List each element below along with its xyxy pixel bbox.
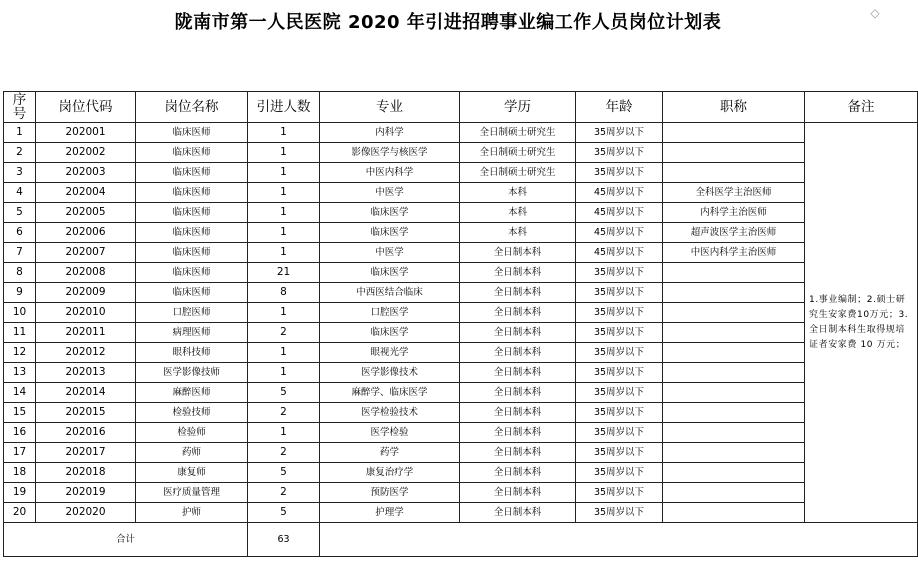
cell-name: 临床医师 <box>136 143 248 163</box>
cell-code: 202019 <box>36 483 136 503</box>
cell-count: 2 <box>248 483 320 503</box>
cell-major: 内科学 <box>320 123 460 143</box>
cell-title <box>663 403 805 423</box>
corner-mark-icon: ◇ <box>870 6 880 20</box>
cell-code: 202007 <box>36 243 136 263</box>
header-count: 引进人数 <box>248 92 320 123</box>
cell-title <box>663 263 805 283</box>
cell-edu: 全日制硕士研究生 <box>460 123 576 143</box>
cell-count: 1 <box>248 343 320 363</box>
cell-title: 超声波医学主治医师 <box>663 223 805 243</box>
cell-seq: 18 <box>4 463 36 483</box>
cell-title <box>663 283 805 303</box>
cell-title <box>663 443 805 463</box>
cell-code: 202005 <box>36 203 136 223</box>
cell-age: 45周岁以下 <box>576 183 663 203</box>
cell-count: 1 <box>248 303 320 323</box>
cell-count: 5 <box>248 383 320 403</box>
cell-title <box>663 123 805 143</box>
cell-count: 1 <box>248 123 320 143</box>
cell-title: 内科学主治医师 <box>663 203 805 223</box>
cell-age: 45周岁以下 <box>576 243 663 263</box>
cell-name: 临床医师 <box>136 123 248 143</box>
cell-name: 医学影像技师 <box>136 363 248 383</box>
cell-major: 医学检验 <box>320 423 460 443</box>
cell-age: 35周岁以下 <box>576 443 663 463</box>
cell-count: 2 <box>248 443 320 463</box>
cell-age: 45周岁以下 <box>576 203 663 223</box>
cell-count: 2 <box>248 403 320 423</box>
header-seq: 序号 <box>4 92 36 123</box>
cell-major: 临床医学 <box>320 323 460 343</box>
table-row <box>4 283 918 303</box>
cell-seq: 9 <box>4 283 36 303</box>
header-title: 职称 <box>663 92 805 123</box>
cell-age: 45周岁以下 <box>576 223 663 243</box>
cell-code: 202002 <box>36 143 136 163</box>
cell-major: 中医学 <box>320 183 460 203</box>
cell-edu: 全日制硕士研究生 <box>460 143 576 163</box>
cell-seq: 8 <box>4 263 36 283</box>
cell-code: 202006 <box>36 223 136 243</box>
cell-edu: 全日制本科 <box>460 443 576 463</box>
cell-code: 202015 <box>36 403 136 423</box>
cell-name: 临床医师 <box>136 283 248 303</box>
table-row <box>4 123 918 143</box>
cell-seq: 10 <box>4 303 36 323</box>
header-age: 年龄 <box>576 92 663 123</box>
cell-name: 临床医师 <box>136 183 248 203</box>
cell-title <box>663 163 805 183</box>
cell-edu: 本科 <box>460 223 576 243</box>
header-major: 专业 <box>320 92 460 123</box>
cell-major: 中医内科学 <box>320 163 460 183</box>
cell-title <box>663 423 805 443</box>
cell-edu: 全日制本科 <box>460 323 576 343</box>
table-row <box>4 323 918 343</box>
cell-code: 202009 <box>36 283 136 303</box>
cell-age: 35周岁以下 <box>576 323 663 343</box>
cell-name: 药师 <box>136 443 248 463</box>
cell-note: 1.事业编制；2.硕士研究生安家费10万元；3.全日制本科生取得规培证者安家费 10 万元； <box>805 123 918 523</box>
cell-major: 麻醉学、临床医学 <box>320 383 460 403</box>
cell-seq: 14 <box>4 383 36 403</box>
cell-count: 1 <box>248 243 320 263</box>
cell-edu: 本科 <box>460 203 576 223</box>
cell-count: 1 <box>248 223 320 243</box>
cell-seq: 1 <box>4 123 36 143</box>
cell-count: 21 <box>248 263 320 283</box>
cell-code: 202020 <box>36 503 136 523</box>
cell-edu: 全日制本科 <box>460 423 576 443</box>
table-row <box>4 403 918 423</box>
cell-major: 中医学 <box>320 243 460 263</box>
cell-major: 预防医学 <box>320 483 460 503</box>
cell-name: 病理医师 <box>136 323 248 343</box>
cell-seq: 17 <box>4 443 36 463</box>
table-row <box>4 183 918 203</box>
cell-count: 5 <box>248 503 320 523</box>
cell-title <box>663 383 805 403</box>
cell-count: 8 <box>248 283 320 303</box>
cell-edu: 全日制本科 <box>460 403 576 423</box>
cell-major: 临床医学 <box>320 223 460 243</box>
total-blank <box>320 523 918 557</box>
table-row <box>4 163 918 183</box>
cell-edu: 全日制本科 <box>460 503 576 523</box>
header-edu: 学历 <box>460 92 576 123</box>
cell-title <box>663 143 805 163</box>
cell-edu: 全日制本科 <box>460 463 576 483</box>
cell-code: 202013 <box>36 363 136 383</box>
cell-seq: 7 <box>4 243 36 263</box>
cell-title <box>663 343 805 363</box>
cell-count: 1 <box>248 163 320 183</box>
cell-major: 临床医学 <box>320 203 460 223</box>
cell-name: 临床医师 <box>136 243 248 263</box>
cell-name: 口腔医师 <box>136 303 248 323</box>
cell-age: 35周岁以下 <box>576 343 663 363</box>
job-plan-table <box>3 91 918 557</box>
cell-title: 全科医学主治医师 <box>663 183 805 203</box>
table-row <box>4 443 918 463</box>
cell-code: 202008 <box>36 263 136 283</box>
cell-edu: 全日制本科 <box>460 483 576 503</box>
cell-count: 1 <box>248 363 320 383</box>
total-row <box>4 523 918 557</box>
table-row <box>4 143 918 163</box>
table-header-row <box>4 92 918 123</box>
cell-seq: 11 <box>4 323 36 343</box>
cell-name: 护师 <box>136 503 248 523</box>
cell-name: 临床医师 <box>136 163 248 183</box>
cell-age: 35周岁以下 <box>576 403 663 423</box>
cell-edu: 全日制本科 <box>460 243 576 263</box>
table-row <box>4 363 918 383</box>
table-row <box>4 503 918 523</box>
cell-name: 眼科技师 <box>136 343 248 363</box>
table-row <box>4 463 918 483</box>
cell-major: 医学影像技术 <box>320 363 460 383</box>
table-row <box>4 263 918 283</box>
cell-count: 1 <box>248 423 320 443</box>
cell-edu: 全日制本科 <box>460 363 576 383</box>
cell-count: 2 <box>248 323 320 343</box>
cell-age: 35周岁以下 <box>576 283 663 303</box>
cell-age: 35周岁以下 <box>576 263 663 283</box>
cell-name: 临床医师 <box>136 203 248 223</box>
table-row <box>4 203 918 223</box>
cell-seq: 12 <box>4 343 36 363</box>
cell-seq: 5 <box>4 203 36 223</box>
cell-name: 检验师 <box>136 423 248 443</box>
table-row <box>4 383 918 403</box>
cell-title <box>663 323 805 343</box>
cell-seq: 15 <box>4 403 36 423</box>
cell-age: 35周岁以下 <box>576 303 663 323</box>
total-label: 合计 <box>4 523 248 557</box>
cell-count: 1 <box>248 183 320 203</box>
cell-age: 35周岁以下 <box>576 163 663 183</box>
cell-seq: 3 <box>4 163 36 183</box>
cell-major: 眼视光学 <box>320 343 460 363</box>
cell-seq: 19 <box>4 483 36 503</box>
cell-name: 临床医师 <box>136 263 248 283</box>
cell-major: 影像医学与核医学 <box>320 143 460 163</box>
cell-title <box>663 463 805 483</box>
total-value: 63 <box>248 523 320 557</box>
cell-title <box>663 303 805 323</box>
page-title: 陇南市第一人民医院 2020 年引进招聘事业编工作人员岗位计划表 <box>174 12 722 33</box>
cell-code: 202017 <box>36 443 136 463</box>
cell-major: 口腔医学 <box>320 303 460 323</box>
cell-edu: 全日制本科 <box>460 303 576 323</box>
cell-count: 5 <box>248 463 320 483</box>
table-row <box>4 303 918 323</box>
cell-name: 检验技师 <box>136 403 248 423</box>
table-row <box>4 423 918 443</box>
cell-seq: 20 <box>4 503 36 523</box>
cell-code: 202012 <box>36 343 136 363</box>
cell-code: 202018 <box>36 463 136 483</box>
cell-code: 202004 <box>36 183 136 203</box>
table-row <box>4 223 918 243</box>
cell-code: 202016 <box>36 423 136 443</box>
cell-age: 35周岁以下 <box>576 383 663 403</box>
cell-name: 临床医师 <box>136 223 248 243</box>
cell-seq: 2 <box>4 143 36 163</box>
header-code: 岗位代码 <box>36 92 136 123</box>
cell-age: 35周岁以下 <box>576 503 663 523</box>
table-row <box>4 243 918 263</box>
header-note: 备注 <box>805 92 918 123</box>
cell-age: 35周岁以下 <box>576 143 663 163</box>
cell-code: 202001 <box>36 123 136 143</box>
cell-major: 护理学 <box>320 503 460 523</box>
cell-seq: 6 <box>4 223 36 243</box>
cell-age: 35周岁以下 <box>576 363 663 383</box>
cell-major: 中西医结合临床 <box>320 283 460 303</box>
cell-edu: 全日制本科 <box>460 383 576 403</box>
cell-edu: 全日制本科 <box>460 263 576 283</box>
table-row <box>4 483 918 503</box>
cell-title <box>663 483 805 503</box>
cell-major: 医学检验技术 <box>320 403 460 423</box>
cell-edu: 全日制本科 <box>460 343 576 363</box>
cell-code: 202011 <box>36 323 136 343</box>
cell-title <box>663 503 805 523</box>
cell-name: 医疗质量管理 <box>136 483 248 503</box>
cell-title: 中医内科学主治医师 <box>663 243 805 263</box>
cell-edu: 本科 <box>460 183 576 203</box>
cell-major: 药学 <box>320 443 460 463</box>
cell-count: 1 <box>248 203 320 223</box>
cell-age: 35周岁以下 <box>576 423 663 443</box>
cell-code: 202014 <box>36 383 136 403</box>
cell-age: 35周岁以下 <box>576 123 663 143</box>
cell-name: 康复师 <box>136 463 248 483</box>
cell-seq: 13 <box>4 363 36 383</box>
cell-edu: 全日制硕士研究生 <box>460 163 576 183</box>
cell-age: 35周岁以下 <box>576 483 663 503</box>
cell-seq: 4 <box>4 183 36 203</box>
cell-major: 康复治疗学 <box>320 463 460 483</box>
cell-age: 35周岁以下 <box>576 463 663 483</box>
cell-edu: 全日制本科 <box>460 283 576 303</box>
cell-code: 202003 <box>36 163 136 183</box>
cell-major: 临床医学 <box>320 263 460 283</box>
header-name: 岗位名称 <box>136 92 248 123</box>
cell-count: 1 <box>248 143 320 163</box>
table-row <box>4 343 918 363</box>
cell-name: 麻醉医师 <box>136 383 248 403</box>
cell-code: 202010 <box>36 303 136 323</box>
cell-title <box>663 363 805 383</box>
cell-seq: 16 <box>4 423 36 443</box>
